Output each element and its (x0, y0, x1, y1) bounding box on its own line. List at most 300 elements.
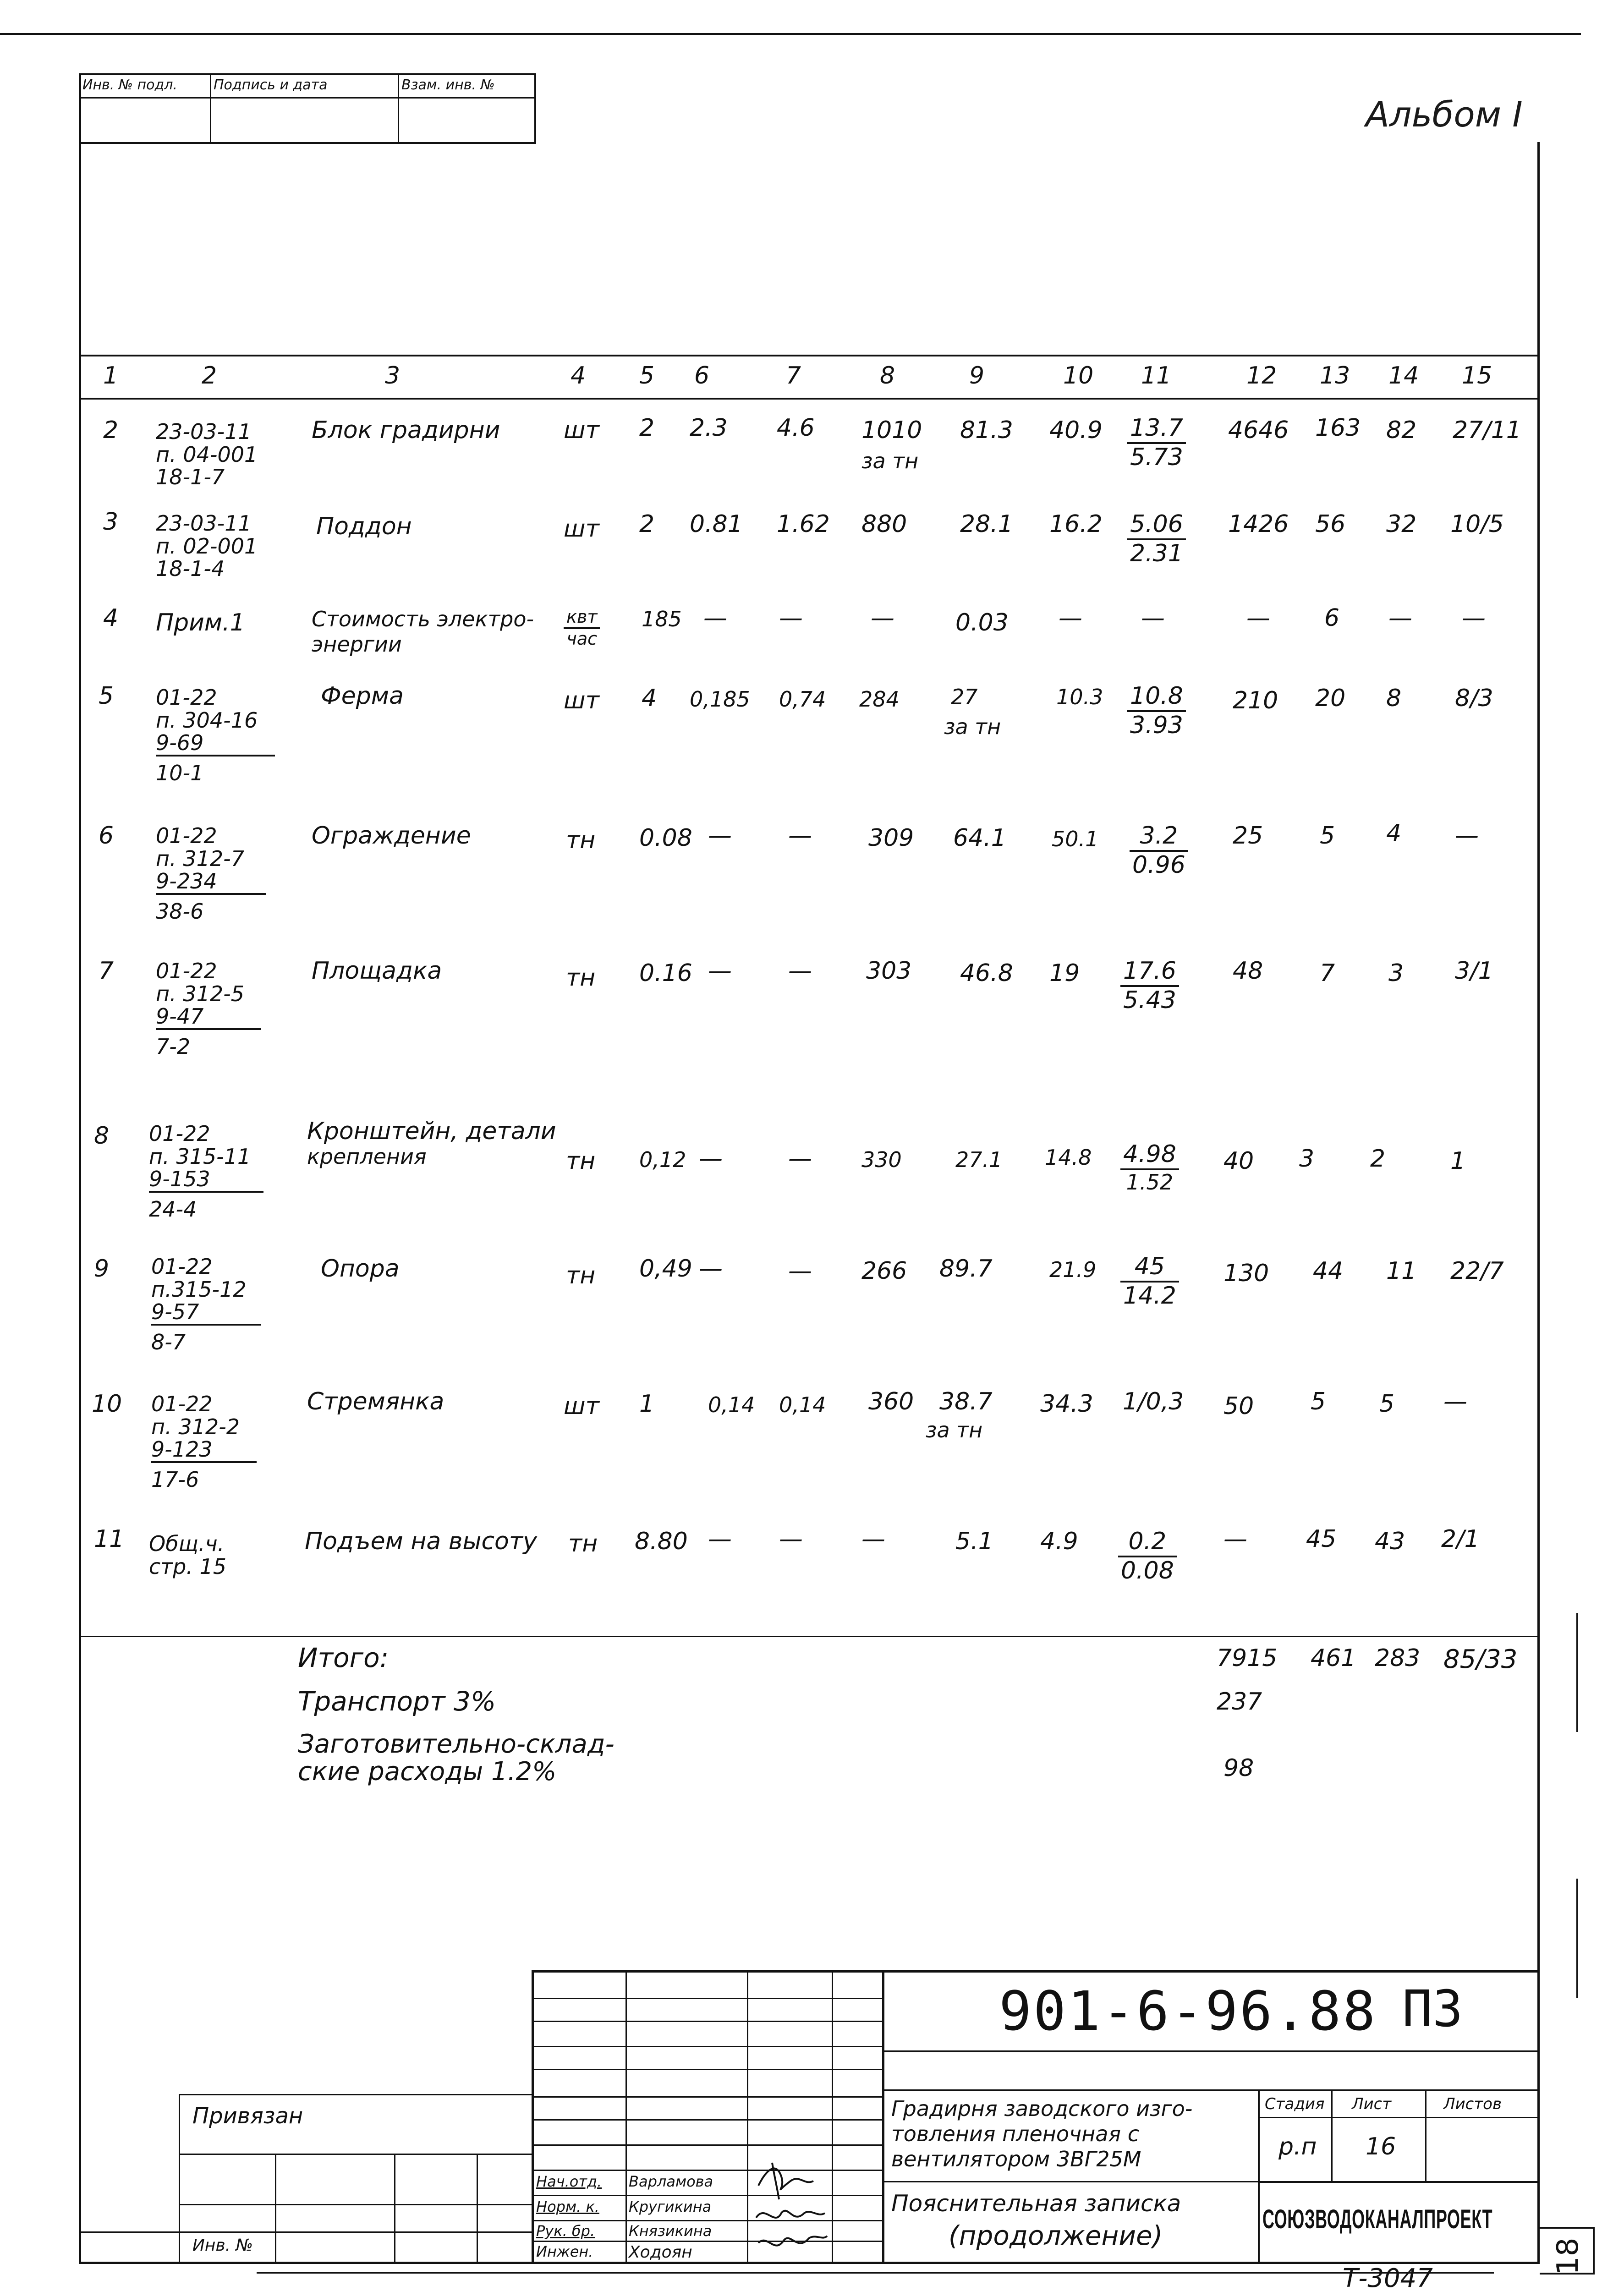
tb-line (275, 2154, 276, 2262)
name-4: Ходоян (629, 2243, 692, 2262)
name-3: Князикина (629, 2222, 712, 2240)
row-c13: 5 (1320, 822, 1335, 850)
tb-line (882, 2181, 1258, 2182)
row-c14: 11 (1386, 1257, 1417, 1285)
row-c11 (1120, 1253, 1179, 1310)
row-c8: — (871, 604, 894, 632)
row-unit: тн (566, 1262, 596, 1289)
c11-numerator: 4.98 (1120, 1141, 1179, 1170)
row-unit: тн (566, 827, 596, 854)
code-line: п. 315-11 (149, 1144, 251, 1169)
row-number: 2 (103, 417, 119, 444)
row-unit: тн (568, 1530, 598, 1557)
zagot-c12: 98 (1223, 1754, 1254, 1782)
row-name: Ферма (321, 682, 404, 710)
row-c10: 40.9 (1049, 417, 1103, 444)
stamp-replace-header: Взам. инв. № (401, 77, 495, 93)
row-c10: — (1059, 604, 1082, 632)
row-c5: 0,12 (639, 1147, 686, 1172)
c11-denominator: 0.96 (1132, 851, 1185, 879)
tb-line (532, 2144, 882, 2146)
row-c15: — (1462, 604, 1486, 632)
code-line: 01-22 (149, 1121, 210, 1146)
row-c5: 0.08 (639, 824, 692, 852)
row-c13: 20 (1315, 685, 1346, 712)
tb-line (179, 2204, 532, 2205)
row-number: 6 (99, 822, 114, 850)
stamp-line (79, 73, 536, 75)
row-code (149, 1123, 263, 1221)
row-c8-note: за тн (861, 449, 919, 473)
row-c12: 4646 (1228, 417, 1289, 444)
c11-denominator: 5.73 (1130, 443, 1183, 471)
row-code (156, 686, 275, 785)
row-c11 (1127, 415, 1186, 471)
signatures-image (749, 2149, 832, 2261)
row-c7: 1.62 (777, 510, 830, 538)
tb-line (79, 2231, 532, 2233)
row-c8: 880 (861, 510, 907, 538)
sheet-value: 16 (1366, 2133, 1396, 2160)
c11-numerator: 5.06 (1127, 511, 1186, 540)
code-line: 23-03-11 (156, 419, 252, 444)
unit-numerator: квт (564, 607, 600, 629)
code-line: 9-57 (151, 1301, 261, 1326)
stamp-line (210, 73, 211, 142)
code-line: 9-153 (149, 1168, 263, 1193)
code-line: 01-22 (156, 685, 217, 710)
row-name: Стремянка (307, 1388, 444, 1415)
row-c7: — (788, 1145, 812, 1173)
row-c14: 3 (1388, 959, 1404, 987)
row-number: 7 (99, 957, 114, 985)
row-code (156, 825, 266, 923)
tb-line (882, 2050, 1540, 2052)
row-c9: 38.7 (939, 1388, 993, 1415)
col-header-14: 14 (1388, 362, 1419, 389)
row-c5: 4 (642, 685, 657, 712)
itogo-c15: 85/33 (1443, 1644, 1518, 1674)
row-c14: 5 (1379, 1390, 1395, 1418)
row-c12: 50 (1223, 1392, 1254, 1420)
row-c7: 4.6 (777, 414, 815, 442)
row-c6: — (699, 1145, 723, 1173)
row-number: 4 (103, 604, 119, 632)
col-header-4: 4 (571, 362, 586, 389)
row-c7: 0,74 (779, 687, 826, 712)
row-c9: 0.03 (955, 609, 1009, 636)
subtitle-line-1: Пояснительная записка (891, 2190, 1181, 2217)
side-box-line (1593, 2227, 1595, 2275)
row-c8: 266 (861, 1257, 907, 1285)
row-c6: 0.81 (690, 510, 743, 538)
row-c5: 2 (639, 414, 655, 442)
row-c11 (1130, 822, 1188, 879)
row-c15: — (1443, 1388, 1467, 1415)
frame-right (1537, 142, 1540, 2264)
title-line-1: Градирня заводского изго- (891, 2096, 1193, 2121)
row-c7: — (788, 957, 812, 985)
row-name: Стоимость электро- (312, 607, 534, 631)
row-c10: 16.2 (1049, 510, 1103, 538)
c11-numerator: 17.6 (1120, 958, 1179, 987)
row-number: 10 (92, 1390, 122, 1418)
row-c9: 27 (951, 685, 978, 709)
row-c14: 8 (1386, 685, 1402, 712)
doc-code: 901-6-96.88 (999, 1979, 1377, 2043)
row-c11 (1127, 683, 1186, 740)
row-name: Кронштейн, детали (307, 1118, 556, 1145)
unit-denominator: час (566, 628, 598, 649)
code-line: 23-03-11 (156, 511, 252, 536)
tb-line (394, 2154, 395, 2262)
tb-line (532, 2119, 882, 2121)
code-line: п. 312-7 (156, 846, 244, 871)
row-c12: 130 (1223, 1260, 1269, 1287)
row-name-cont: крепления (307, 1144, 427, 1169)
row-c6: — (708, 822, 732, 850)
row-name: Подъем на высоту (305, 1528, 537, 1555)
stamp-line (79, 97, 536, 99)
code-line: 18-1-7 (156, 465, 225, 490)
album-label: Альбом I (1366, 94, 1523, 135)
row-c9: 81.3 (960, 417, 1013, 444)
code-line: 38-6 (156, 899, 204, 924)
row-c13: 6 (1324, 604, 1340, 632)
code-line: п. 02-001 (156, 533, 258, 559)
role-2: Норм. к. (536, 2198, 599, 2215)
row-c15: — (1455, 822, 1479, 850)
header-top-line (79, 355, 1540, 356)
side-number: 18 (1551, 2237, 1585, 2275)
org-name: СОЮЗВОДОКАНАЛПРОЕКТ (1262, 2204, 1493, 2234)
code-line: 01-22 (156, 959, 217, 983)
code-line: 01-22 (151, 1254, 213, 1279)
row-c15: 8/3 (1455, 685, 1493, 712)
row-c6: — (699, 1255, 723, 1283)
margin-mark (1576, 1879, 1578, 1998)
tb-line (1258, 2181, 1540, 2183)
col-header-1: 1 (103, 362, 119, 389)
stamp-line (79, 142, 536, 144)
row-number: 5 (99, 682, 114, 710)
row-c5: 1 (639, 1390, 655, 1418)
frame-bottom (79, 2262, 1540, 2264)
itogo-c12: 7915 (1217, 1644, 1278, 1672)
stage-value: р.п (1278, 2133, 1317, 2160)
code-line: 24-4 (149, 1197, 197, 1222)
row-c6: 0,14 (708, 1392, 755, 1417)
tb-line (532, 2046, 882, 2047)
row-unit: шт (564, 515, 599, 543)
code-line: 9-47 (156, 1005, 261, 1030)
row-c11 (1127, 511, 1186, 568)
role-1: Нач.отд. (536, 2173, 602, 2190)
role-4: Инжен. (536, 2243, 593, 2260)
row-c13: 5 (1311, 1388, 1326, 1415)
c11-numerator: 13.7 (1127, 415, 1186, 444)
col-header-11: 11 (1141, 362, 1172, 389)
col-header-13: 13 (1320, 362, 1350, 389)
col-header-3: 3 (385, 362, 401, 389)
c11-denominator: 1.52 (1126, 1169, 1174, 1195)
row-name: Опора (321, 1255, 400, 1283)
code-line: Общ.ч. (149, 1531, 225, 1556)
c11-denominator: 2.31 (1130, 539, 1183, 567)
c11-numerator: 10.8 (1127, 683, 1186, 712)
itogo-label: Итого: (298, 1642, 389, 1673)
tb-line (532, 2096, 882, 2098)
row-c6: — (708, 957, 732, 985)
c11-numerator: 3.2 (1130, 822, 1188, 852)
row-unit: шт (564, 417, 599, 444)
role-3: Рук. бр. (536, 2222, 595, 2240)
row-c9: 27.1 (955, 1147, 1003, 1172)
zagot-label-1: Заготовительно-склад- (298, 1729, 614, 1759)
row-c14: — (1388, 604, 1412, 632)
row-name: Ограждение (312, 822, 471, 850)
row-c9-note: за тн (944, 714, 1001, 739)
row-c9: 28.1 (960, 510, 1013, 538)
code-line: 9-69 (156, 732, 275, 756)
row-c14: 82 (1386, 417, 1417, 444)
top-rule (0, 33, 1581, 35)
code-line: 10-1 (156, 761, 204, 786)
c11-denominator: 3.93 (1130, 711, 1183, 739)
row-c7: — (779, 1525, 803, 1553)
row-c13: 3 (1299, 1145, 1315, 1173)
row-name: Поддон (316, 513, 412, 540)
stamp-sign-header: Подпись и дата (214, 77, 328, 93)
row-code (151, 1393, 257, 1491)
tb-line (625, 1970, 627, 2262)
row-number: 3 (103, 508, 119, 536)
row-c8: — (861, 1525, 885, 1553)
c11-denominator: 0.08 (1121, 1557, 1174, 1584)
row-c12: 210 (1233, 687, 1278, 714)
row-unit: шт (564, 1392, 599, 1420)
row-c12: 25 (1233, 822, 1263, 850)
col-header-2: 2 (202, 362, 217, 389)
tb-line (882, 1970, 884, 2262)
itogo-c13: 461 (1311, 1644, 1356, 1672)
itogo-c14: 283 (1375, 1644, 1421, 1672)
code-line: 7-2 (156, 1034, 191, 1059)
row-c15: 27/11 (1453, 417, 1521, 444)
c11-numerator: 0.2 (1118, 1528, 1177, 1557)
row-c13: 163 (1315, 414, 1361, 442)
row-c10: 21.9 (1049, 1257, 1097, 1282)
row-c10: 19 (1049, 959, 1080, 987)
row-code (156, 960, 261, 1058)
row-name: Блок градирни (312, 417, 500, 444)
row-c8: 330 (861, 1147, 902, 1172)
row-c6: — (703, 604, 727, 632)
col-header-15: 15 (1462, 362, 1492, 389)
row-c15: 10/5 (1450, 510, 1504, 538)
col-header-10: 10 (1063, 362, 1094, 389)
row-c6: — (708, 1525, 732, 1553)
tb-line (532, 1970, 1540, 1973)
name-2: Кругикина (629, 2198, 712, 2215)
transport-c12: 237 (1217, 1688, 1262, 1716)
row-c13: 45 (1306, 1525, 1337, 1553)
row-c11 (1120, 958, 1179, 1014)
col-header-5: 5 (639, 362, 655, 389)
code-line: 17-6 (151, 1467, 199, 1492)
c11-numerator: 45 (1120, 1253, 1179, 1283)
stamp-line (398, 73, 399, 142)
code-line: п.315-12 (151, 1277, 247, 1302)
row-c12: — (1223, 1525, 1247, 1553)
tb-line (179, 2094, 180, 2262)
row-c8: 1010 (861, 417, 922, 444)
subtitle-line-2: (продолжение) (949, 2220, 1163, 2251)
row-c5: 185 (642, 607, 682, 631)
row-unit: шт (564, 687, 599, 714)
code-line: 9-123 (151, 1438, 257, 1463)
code-line: стр. 15 (149, 1554, 227, 1579)
code-line: п. 304-16 (156, 707, 258, 733)
row-c14: 4 (1386, 820, 1402, 847)
doc-type: ПЗ (1402, 1979, 1463, 2038)
row-c7: — (788, 822, 812, 850)
tb-line (832, 1970, 833, 2262)
row-c6: 2.3 (690, 414, 728, 442)
tb-line (179, 2094, 532, 2095)
row-c8: 303 (866, 957, 912, 985)
row-c13: 7 (1320, 959, 1335, 987)
row-c6: 0,185 (690, 687, 750, 712)
row-number: 9 (94, 1255, 110, 1283)
row-c10: 4.9 (1040, 1528, 1078, 1555)
row-c12: 40 (1223, 1147, 1254, 1175)
tb-line (747, 1970, 748, 2262)
row-c5: 0,49 (639, 1255, 692, 1283)
col-header-6: 6 (694, 362, 710, 389)
row-code (156, 512, 258, 581)
code-line: 01-22 (151, 1392, 213, 1416)
tb-line (532, 2069, 882, 2070)
row-c5: 0.16 (639, 959, 692, 987)
row-c13: 56 (1315, 510, 1346, 538)
row-c8: 284 (859, 687, 900, 712)
tb-line (882, 2089, 1540, 2091)
row-c7: — (779, 604, 803, 632)
row-number: 11 (94, 1525, 125, 1553)
row-c10: 14.8 (1045, 1145, 1092, 1170)
row-c8: 360 (868, 1388, 914, 1415)
tb-line (1425, 2089, 1426, 2181)
row-c9: 5.1 (955, 1528, 993, 1555)
row-name: Площадка (312, 957, 442, 985)
row-c12: — (1246, 604, 1270, 632)
code-line: 01-22 (156, 823, 217, 848)
col-header-7: 7 (786, 362, 801, 389)
zagot-label-2: ские расходы 1.2% (298, 1757, 557, 1787)
code-line: п. 312-5 (156, 981, 244, 1006)
col-header-9: 9 (969, 362, 985, 389)
row-code (156, 421, 258, 489)
header-bottom-line (79, 398, 1540, 400)
code-line: 9-234 (156, 870, 266, 895)
row-c10: 50.1 (1052, 827, 1099, 851)
tb-line (477, 2154, 478, 2262)
tb-line (532, 1970, 534, 2262)
row-c9: 89.7 (939, 1255, 993, 1283)
row-c12: 1426 (1228, 510, 1289, 538)
tb-line (532, 2021, 882, 2022)
row-unit (564, 607, 600, 649)
row-c7: — (788, 1257, 812, 1285)
row-c5: 2 (639, 510, 655, 538)
row-c15: 2/1 (1441, 1525, 1480, 1553)
row-c13: 44 (1313, 1257, 1344, 1285)
row-code (151, 1255, 261, 1354)
tb-line (1258, 2117, 1540, 2118)
transport-label: Транспорт 3% (298, 1686, 496, 1717)
row-c7: 0,14 (779, 1392, 826, 1417)
row-c15: 1 (1450, 1147, 1466, 1175)
tb-line (532, 1998, 882, 1999)
code-line: 18-1-4 (156, 556, 225, 581)
title-line-3: вентилятором 3ВГ25М (891, 2147, 1141, 2171)
margin-mark (1576, 1613, 1578, 1732)
stage-header: Стадия (1265, 2095, 1325, 2113)
title-line-2: товления пленочная с (891, 2121, 1140, 2146)
frame-left (79, 73, 81, 2264)
code-line: п. 04-001 (156, 442, 258, 467)
c11-denominator: 14.2 (1123, 1282, 1176, 1310)
inv-no-label: Инв. № (192, 2236, 253, 2255)
row-c14: 43 (1375, 1528, 1405, 1555)
c11-denominator: 5.43 (1123, 986, 1176, 1014)
col-header-12: 12 (1246, 362, 1277, 389)
totals-line (79, 1636, 1540, 1637)
row-c14: 32 (1386, 510, 1417, 538)
stamp-line (534, 73, 536, 142)
tb-line (1258, 2089, 1260, 2262)
row-c15: 3/1 (1455, 957, 1493, 985)
row-code: Прим.1 (156, 609, 245, 636)
row-c9: 64.1 (953, 824, 1006, 852)
sheet-header: Лист (1352, 2095, 1392, 2113)
row-c10: 34.3 (1040, 1390, 1093, 1418)
row-number: 8 (94, 1122, 110, 1150)
privyazan-label: Привязан (192, 2103, 303, 2129)
row-unit: тн (566, 964, 596, 992)
row-unit: тн (566, 1147, 596, 1175)
row-c8: 309 (868, 824, 914, 852)
sheets-header: Листов (1443, 2095, 1502, 2113)
side-box-line (1540, 2227, 1595, 2229)
tb-line (179, 2154, 532, 2155)
name-1: Варламова (629, 2173, 713, 2190)
code-line: 8-7 (151, 1330, 186, 1355)
row-code (149, 1533, 226, 1578)
row-c11: — (1141, 604, 1165, 632)
row-c12: 48 (1233, 957, 1263, 985)
bottom-rule (257, 2272, 1494, 2274)
stamp-inv-header: Инв. № подл. (82, 77, 177, 93)
col-header-8: 8 (880, 362, 895, 389)
row-c11 (1120, 1141, 1179, 1196)
tb-line (1331, 2089, 1333, 2181)
row-name-cont: энергии (312, 632, 402, 657)
row-c11 (1118, 1528, 1177, 1585)
row-c10: 10.3 (1056, 685, 1103, 709)
row-c9-note: за тн (926, 1418, 983, 1442)
